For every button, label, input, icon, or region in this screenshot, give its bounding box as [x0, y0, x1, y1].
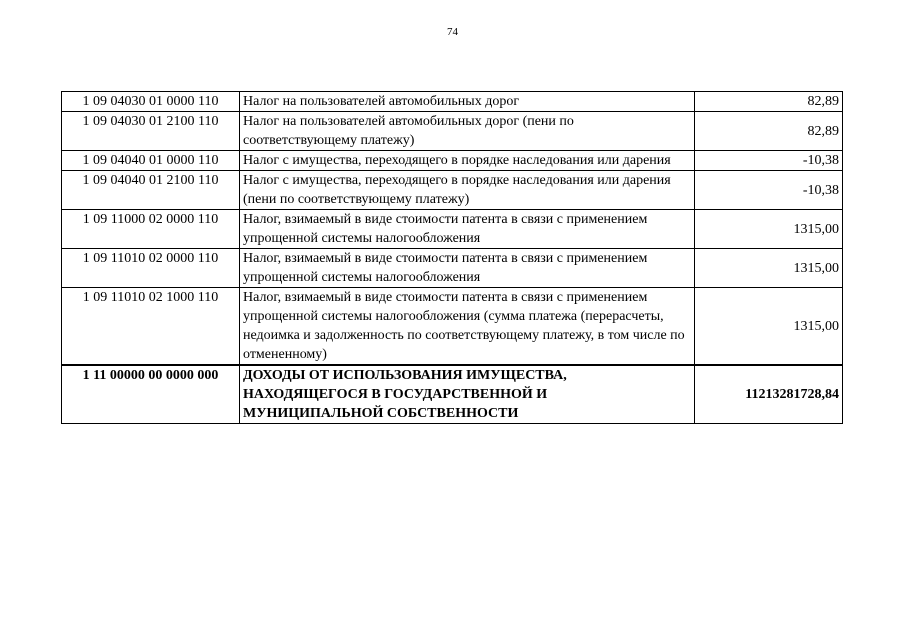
revenue-name: Налог, взимаемый в виде стоимости патента в связи с применением упрощенной системы налогообложения (сумма платежа (перерасчеты, недоимка и задолженность по соответствующему платежу, в том числе по отмененному) [240, 288, 695, 366]
revenue-name: ДОХОДЫ ОТ ИСПОЛЬЗОВАНИЯ ИМУЩЕСТВА, НАХОДЯЩЕГОСЯ В ГОСУДАРСТВЕННОЙ И МУНИЦИПАЛЬНОЙ СОБСТВЕННОСТИ [240, 365, 695, 424]
revenue-amount: -10,38 [695, 171, 843, 210]
page-number: 74 [447, 26, 458, 38]
revenue-code: 1 11 00000 00 0000 000 [62, 365, 240, 424]
revenue-amount: 1315,00 [695, 210, 843, 249]
table-row [62, 92, 843, 112]
table-row-total [62, 365, 843, 424]
revenue-code: 1 09 11000 02 0000 110 [62, 210, 240, 249]
revenue-name: Налог, взимаемый в виде стоимости патента в связи с применением упрощенной системы налогообложения [240, 249, 695, 288]
revenue-name: Налог на пользователей автомобильных дорог [240, 92, 695, 112]
revenue-name: Налог, взимаемый в виде стоимости патента в связи с применением упрощенной системы налогообложения [240, 210, 695, 249]
table-row [62, 171, 843, 210]
revenue-table [61, 91, 843, 424]
revenue-code: 1 09 11010 02 1000 110 [62, 288, 240, 366]
revenue-amount: 1315,00 [695, 249, 843, 288]
revenue-code: 1 09 11010 02 0000 110 [62, 249, 240, 288]
revenue-amount: 1315,00 [695, 288, 843, 366]
revenue-code: 1 09 04030 01 0000 110 [62, 92, 240, 112]
table-row [62, 210, 843, 249]
table-row [62, 249, 843, 288]
revenue-code: 1 09 04040 01 2100 110 [62, 171, 240, 210]
table-row [62, 112, 843, 151]
revenue-name: Налог с имущества, переходящего в порядке наследования или дарения [240, 151, 695, 171]
revenue-amount: 82,89 [695, 112, 843, 151]
revenue-amount: 82,89 [695, 92, 843, 112]
revenue-code: 1 09 04040 01 0000 110 [62, 151, 240, 171]
revenue-code: 1 09 04030 01 2100 110 [62, 112, 240, 151]
revenue-amount: 11213281728,84 [695, 365, 843, 424]
revenue-amount: -10,38 [695, 151, 843, 171]
revenue-name: Налог с имущества, переходящего в порядке наследования или дарения (пени по соответствующему платежу) [240, 171, 695, 210]
table-row [62, 151, 843, 171]
table-row [62, 288, 843, 366]
revenue-name: Налог на пользователей автомобильных дорог (пени по соответствующему платежу) [240, 112, 695, 151]
